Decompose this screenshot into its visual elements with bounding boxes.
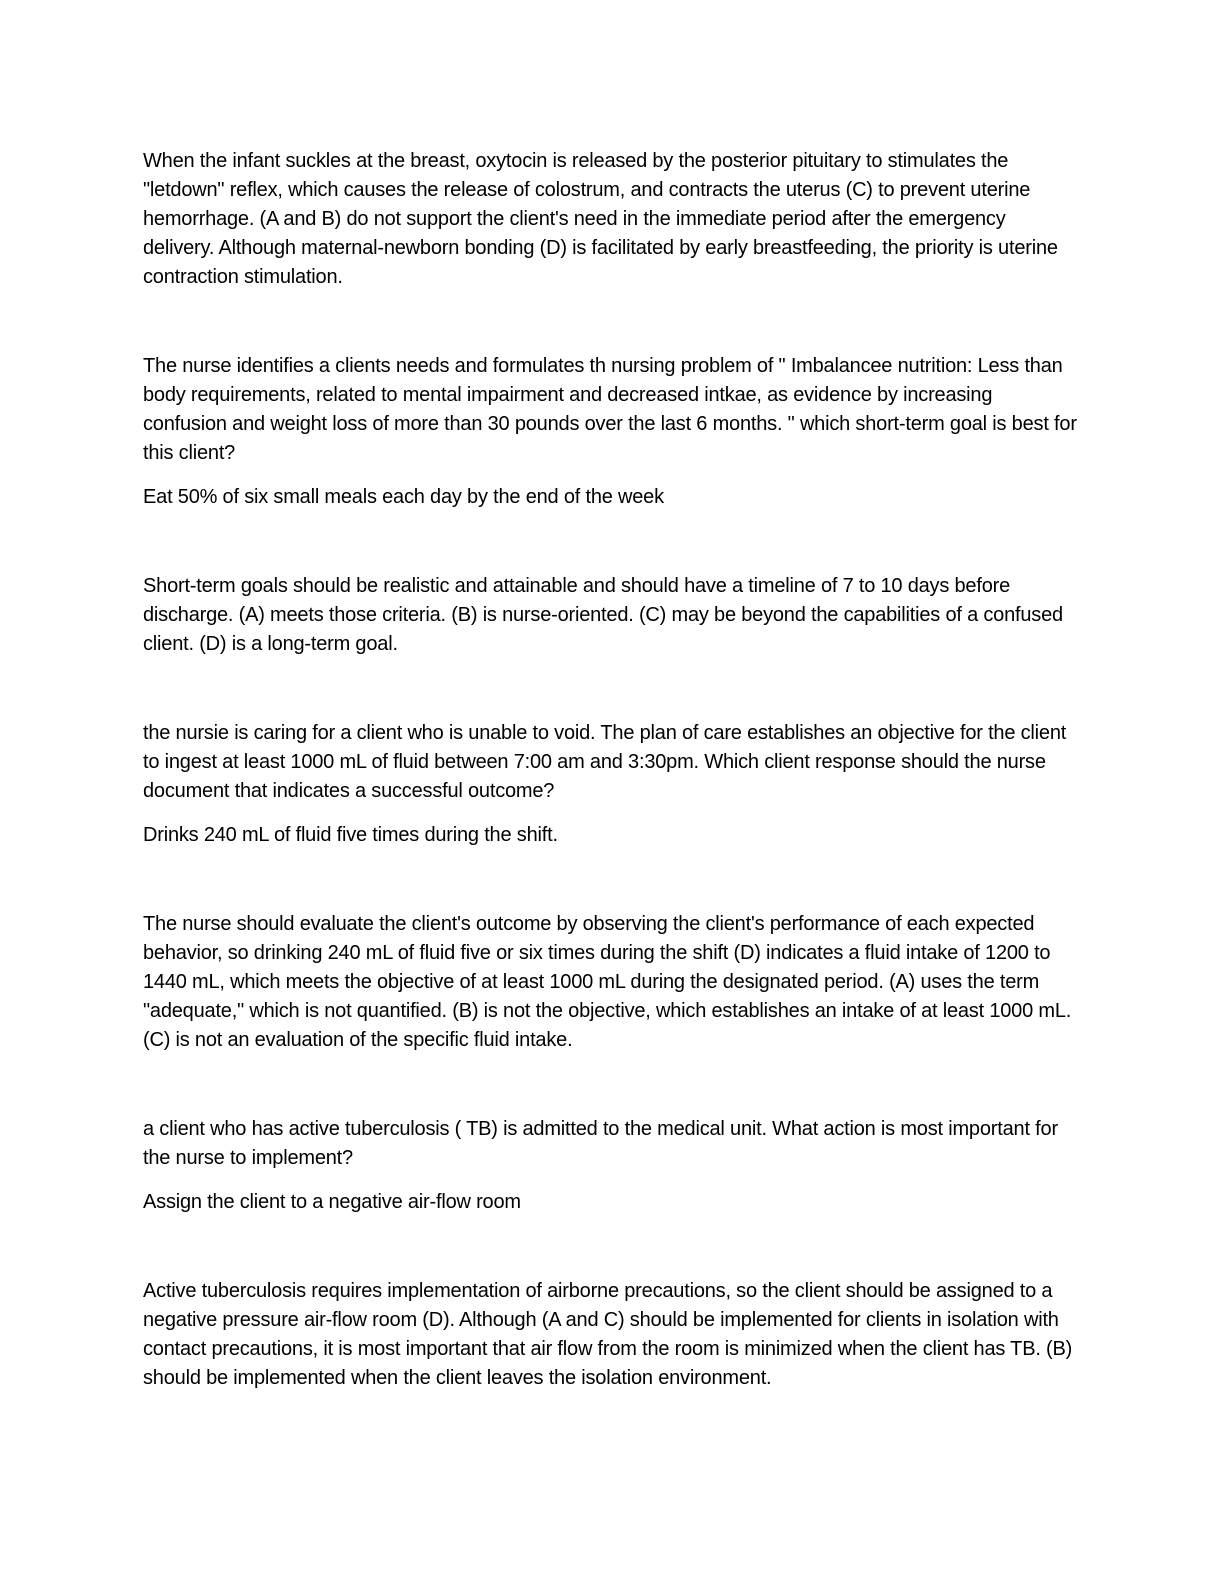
rationale-paragraph-3: The nurse should evaluate the client's outcome by observing the client's performance of each expected behavior, so drinking 240 mL of fluid five or six times during the shift (D) indicates a fluid intake of 1200 to 1440 mL, which meets the objective of at least 1000 mL during the designated period. (A) uses the term "adequate," which is not quantified. (B) is not the objective, which establishes an intake of at least 1000 mL. (C) is not an evaluation of the specific fluid intake. bbox=[143, 913, 1072, 1051]
question-paragraph-3: a client who has active tuberculosis ( TB) is admitted to the medical unit. What action is most important for the nurse to implement? bbox=[143, 1118, 1058, 1169]
question-paragraph-2: the nursie is caring for a client who is unable to void. The plan of care establishes an objective for the client to ingest at least 1000 mL of fluid between 7:00 am and 3:30pm. Which client response should the nurse document that indicates a successful outcome? bbox=[143, 722, 1067, 802]
question-paragraph-1: The nurse identifies a clients needs and formulates th nursing problem of " Imbalancee nutrition: Less than body requirements, related to mental impairment and decreased intkae, as evidence by increasing confusion and weight loss of more than 30 pounds over the last 6 months. " which short-term goal is best for this client? bbox=[143, 355, 1077, 464]
answer-line-2: Drinks 240 mL of fluid five times during the shift. bbox=[143, 824, 558, 846]
answer-line-1: Eat 50% of six small meals each day by the end of the week bbox=[143, 486, 664, 508]
rationale-paragraph-1: When the infant suckles at the breast, oxytocin is released by the posterior pituitary to stimulates the "letdown" reflex, which causes the release of colostrum, and contracts the uterus (C) to prevent uterine hemorrhage. (A and B) do not support the client's need in the immediate period after the emergency delivery. Although maternal-newborn bonding (D) is facilitated by early breastfeeding, the priority is uterine contraction stimulation. bbox=[143, 150, 1058, 288]
rationale-paragraph-2: Short-term goals should be realistic and attainable and should have a timeline of 7 to 10 days before discharge. (A) meets those criteria. (B) is nurse-oriented. (C) may be beyond the capabilities of a confused client. (D) is a long-term goal. bbox=[143, 575, 1063, 655]
rationale-paragraph-4: Active tuberculosis requires implementation of airborne precautions, so the client should be assigned to a negative pressure air-flow room (D). Although (A and C) should be implemented for clients in isolation with contact precautions, it is most important that air flow from the room is minimized when the client has TB. (B) should be implemented when the client leaves the isolation environment. bbox=[143, 1280, 1073, 1389]
answer-line-3: Assign the client to a negative air-flow room bbox=[143, 1191, 521, 1213]
